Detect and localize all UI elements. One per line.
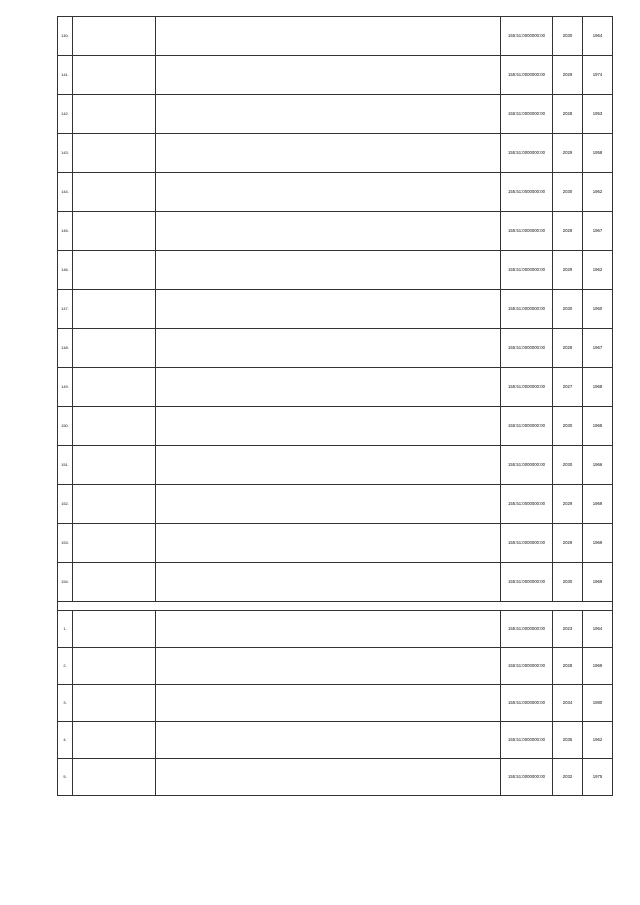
cadastral-cell: 155:51:0000000:00: [501, 173, 553, 212]
address-cell: [73, 290, 156, 329]
year-cell: 2030: [553, 173, 583, 212]
row-number: 151.: [58, 446, 73, 485]
address-cell: [73, 56, 156, 95]
cadastral-cell: 155:51:0000000:00: [501, 56, 553, 95]
year-cell: 2028: [553, 95, 583, 134]
year-cell: 2028: [553, 648, 583, 685]
row-number: 153.: [58, 524, 73, 563]
works-cell: [156, 17, 501, 56]
table-row: [58, 759, 613, 796]
cadastral-cell: 155:51:0000000:00: [501, 685, 553, 722]
table-row: [58, 134, 613, 173]
works-cell: [156, 524, 501, 563]
row-number: 146.: [58, 251, 73, 290]
cadastral-cell: 155:51:0000000:00: [501, 648, 553, 685]
table-row: [58, 251, 613, 290]
address-cell: [73, 722, 156, 759]
table-row: [58, 56, 613, 95]
cadastral-cell: 155:51:0000000:00: [501, 251, 553, 290]
row-number: 141.: [58, 56, 73, 95]
cadastral-cell: 155:51:0000000:00: [501, 290, 553, 329]
row-number: 3.: [58, 685, 73, 722]
year-cell: 2029: [553, 56, 583, 95]
cadastral-cell: 155:51:0000000:00: [501, 722, 553, 759]
row-number: 152.: [58, 485, 73, 524]
address-cell: [73, 648, 156, 685]
year-built-cell: 1962: [583, 173, 613, 212]
year-built-cell: 1960: [583, 290, 613, 329]
works-cell: [156, 446, 501, 485]
table-section: [58, 602, 613, 611]
year-cell: 2023: [553, 611, 583, 648]
cadastral-cell: 155:51:0000000:00: [501, 759, 553, 796]
address-cell: [73, 134, 156, 173]
table-row: [58, 290, 613, 329]
row-number: 149.: [58, 368, 73, 407]
table-row: [58, 685, 613, 722]
works-cell: [156, 648, 501, 685]
year-built-cell: 1975: [583, 759, 613, 796]
works-cell: [156, 368, 501, 407]
year-built-cell: 1967: [583, 212, 613, 251]
cadastral-cell: 155:51:0000000:00: [501, 368, 553, 407]
cadastral-cell: 155:51:0000000:00: [501, 563, 553, 602]
works-cell: [156, 759, 501, 796]
year-built-cell: 1968: [583, 407, 613, 446]
document-page: [57, 16, 612, 796]
table-body-lower: [58, 611, 613, 796]
table-row: [58, 648, 613, 685]
year-cell: 2027: [553, 368, 583, 407]
row-number: 150.: [58, 407, 73, 446]
table-row: [58, 524, 613, 563]
cadastral-cell: 155:51:0000000:00: [501, 17, 553, 56]
address-cell: [73, 95, 156, 134]
cadastral-cell: 155:51:0000000:00: [501, 446, 553, 485]
section-header-row: [58, 602, 613, 611]
address-cell: [73, 212, 156, 251]
address-cell: [73, 685, 156, 722]
cadastral-cell: 155:51:0000000:00: [501, 611, 553, 648]
year-built-cell: 1953: [583, 95, 613, 134]
address-cell: [73, 611, 156, 648]
year-built-cell: 1969: [583, 524, 613, 563]
address-cell: [73, 446, 156, 485]
works-cell: [156, 173, 501, 212]
works-cell: [156, 56, 501, 95]
year-cell: 2030: [553, 446, 583, 485]
year-built-cell: 1980: [583, 685, 613, 722]
year-cell: 2028: [553, 329, 583, 368]
address-cell: [73, 329, 156, 368]
row-number: 145.: [58, 212, 73, 251]
table-row: [58, 563, 613, 602]
year-built-cell: 1964: [583, 611, 613, 648]
address-cell: [73, 485, 156, 524]
year-built-cell: 1968: [583, 368, 613, 407]
table-row: [58, 407, 613, 446]
table-row: [58, 611, 613, 648]
table-row: [58, 212, 613, 251]
works-cell: [156, 134, 501, 173]
cadastral-cell: 155:51:0000000:00: [501, 95, 553, 134]
cadastral-cell: 155:51:0000000:00: [501, 134, 553, 173]
address-cell: [73, 173, 156, 212]
year-built-cell: 1958: [583, 134, 613, 173]
works-cell: [156, 290, 501, 329]
row-number: 142.: [58, 95, 73, 134]
cadastral-cell: 155:51:0000000:00: [501, 329, 553, 368]
address-cell: [73, 368, 156, 407]
works-cell: [156, 485, 501, 524]
works-cell: [156, 407, 501, 446]
table-row: [58, 446, 613, 485]
table-row: [58, 368, 613, 407]
year-cell: 2030: [553, 290, 583, 329]
table-row: [58, 95, 613, 134]
row-number: 5.: [58, 759, 73, 796]
works-cell: [156, 685, 501, 722]
year-cell: 2029: [553, 524, 583, 563]
cadastral-cell: 155:51:0000000:00: [501, 212, 553, 251]
year-built-cell: 1969: [583, 648, 613, 685]
year-cell: 2029: [553, 485, 583, 524]
row-number: 140.: [58, 17, 73, 56]
year-built-cell: 1964: [583, 17, 613, 56]
row-number: 1.: [58, 611, 73, 648]
cadastral-cell: 155:51:0000000:00: [501, 524, 553, 563]
row-number: 154.: [58, 563, 73, 602]
year-cell: 2034: [553, 685, 583, 722]
year-cell: 2028: [553, 212, 583, 251]
row-number: 144.: [58, 173, 73, 212]
year-cell: 2029: [553, 134, 583, 173]
year-cell: 2030: [553, 563, 583, 602]
works-cell: [156, 563, 501, 602]
works-cell: [156, 611, 501, 648]
row-number: 147.: [58, 290, 73, 329]
row-number: 4.: [58, 722, 73, 759]
address-cell: [73, 759, 156, 796]
table-row: [58, 722, 613, 759]
works-table: [57, 16, 613, 796]
table-row: [58, 485, 613, 524]
works-cell: [156, 329, 501, 368]
works-cell: [156, 95, 501, 134]
year-built-cell: 1974: [583, 56, 613, 95]
year-built-cell: 1967: [583, 329, 613, 368]
works-cell: [156, 722, 501, 759]
row-number: 143.: [58, 134, 73, 173]
address-cell: [73, 407, 156, 446]
table-row: [58, 17, 613, 56]
row-number: 2.: [58, 648, 73, 685]
address-cell: [73, 17, 156, 56]
year-built-cell: 1962: [583, 722, 613, 759]
address-cell: [73, 563, 156, 602]
table-row: [58, 329, 613, 368]
year-cell: 2030: [553, 407, 583, 446]
year-cell: 2035: [553, 722, 583, 759]
works-cell: [156, 212, 501, 251]
section-title: [58, 602, 613, 611]
year-built-cell: 1969: [583, 485, 613, 524]
cadastral-cell: 155:51:0000000:00: [501, 407, 553, 446]
year-cell: 2029: [553, 251, 583, 290]
works-cell: [156, 251, 501, 290]
table-body-upper: [58, 17, 613, 602]
year-cell: 2030: [553, 17, 583, 56]
year-built-cell: 1969: [583, 563, 613, 602]
year-built-cell: 1966: [583, 446, 613, 485]
address-cell: [73, 251, 156, 290]
row-number: 148.: [58, 329, 73, 368]
cadastral-cell: 155:51:0000000:00: [501, 485, 553, 524]
address-cell: [73, 524, 156, 563]
table-row: [58, 173, 613, 212]
year-built-cell: 1962: [583, 251, 613, 290]
year-cell: 2032: [553, 759, 583, 796]
